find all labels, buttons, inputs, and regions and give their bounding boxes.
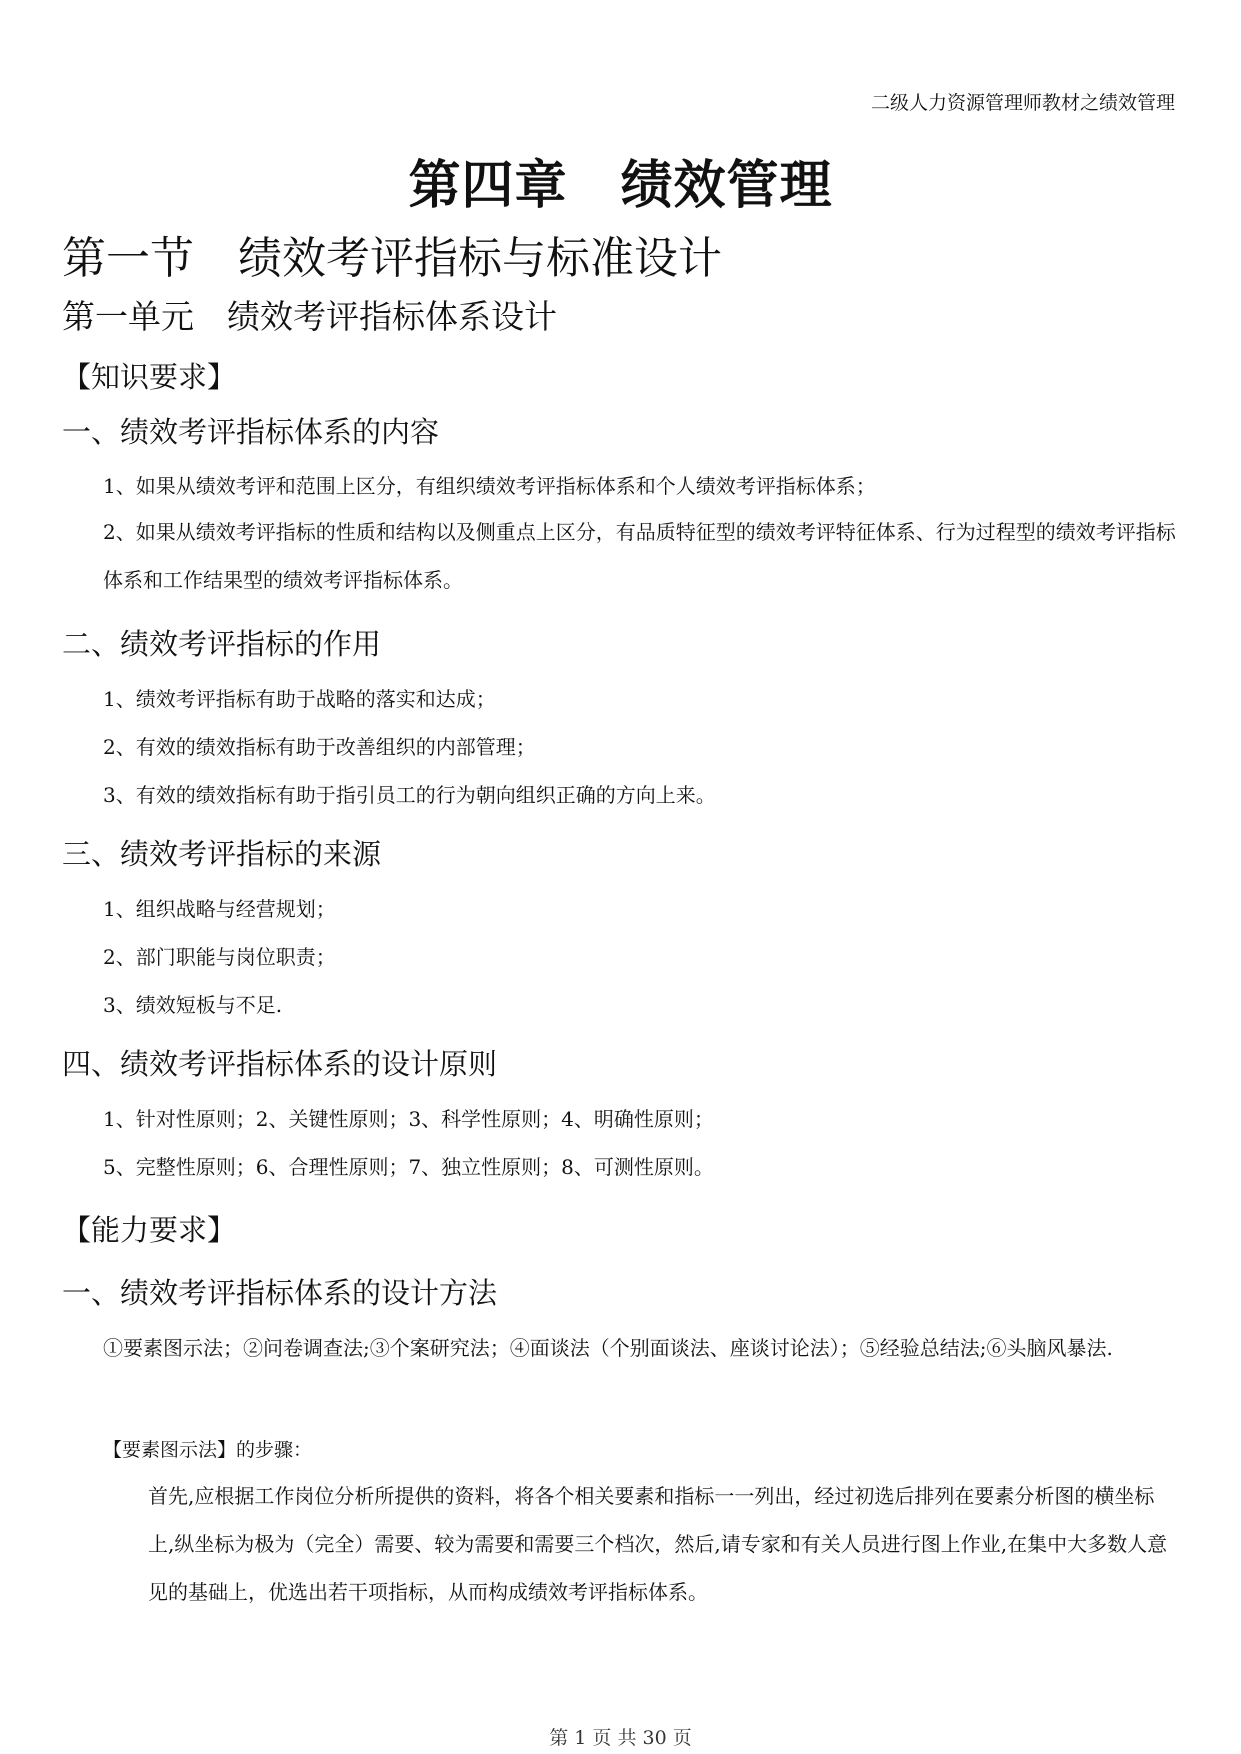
list-item: 1、如果从绩效考评和范围上区分，有组织绩效考评指标体系和个人绩效考评指标体系； <box>103 474 876 498</box>
heading-indicator-sources: 三、绩效考评指标的来源 <box>62 837 382 871</box>
heading-indicator-functions: 二、绩效考评指标的作用 <box>62 627 382 661</box>
steps-paragraph: 首先,应根据工作岗位分析所提供的资料，将各个相关要素和指标一一列出，经过初选后排列在要素分析图的横坐标上,纵坐标为极为（完全）需要、较为需要和需要三个档次，然后,请专家和有关人员进行图上作业,在集中大多数人意见的基础上，优选出若干项指标，从而构成绩效考评指标体系。 <box>148 1484 1168 1604</box>
chapter-title: 第四章 绩效管理 <box>408 156 833 216</box>
running-header: 二级人力资源管理师教材之绩效管理 <box>870 92 1175 114</box>
unit-title: 第一单元 绩效考评指标体系设计 <box>62 297 557 336</box>
heading-design-principles: 四、绩效考评指标体系的设计原则 <box>62 1047 498 1081</box>
list-item: 1、组织战略与经营规划； <box>103 897 336 921</box>
methods-paragraph: ①要素图示法；②问卷调查法;③个案研究法；④面谈法（个别面谈法、座谈讨论法）；⑤经验总结法;⑥头脑风暴法. <box>103 1336 1113 1360</box>
list-item: 1、绩效考评指标有助于战略的落实和达成； <box>103 687 496 711</box>
list-item: 3、绩效短板与不足. <box>103 993 283 1017</box>
section-title: 第一节 绩效考评指标与标准设计 <box>62 233 722 284</box>
list-item: 3、有效的绩效指标有助于指引员工的行为朝向组织正确的方向上来。 <box>103 783 716 807</box>
list-item: 1、针对性原则；2、关键性原则；3、科学性原则；4、明确性原则； <box>103 1107 714 1131</box>
heading-design-methods: 一、绩效考评指标体系的设计方法 <box>62 1276 498 1310</box>
list-item: 2、部门职能与岗位职责； <box>103 945 336 969</box>
steps-title: 【要素图示法】的步骤： <box>103 1439 313 1461</box>
knowledge-requirements-label: 【知识要求】 <box>62 360 237 394</box>
list-item: 2、如果从绩效考评指标的性质和结构以及侧重点上区分，有品质特征型的绩效考评特征体系、行为过程型的绩效考评指标体系和工作结果型的绩效考评指标体系。 <box>103 520 1176 592</box>
heading-indicator-system-content: 一、绩效考评指标体系的内容 <box>62 415 440 449</box>
page-footer: 第 1 页 共 30 页 <box>549 1727 692 1749</box>
list-item: 2、有效的绩效指标有助于改善组织的内部管理； <box>103 735 536 759</box>
list-item: 5、完整性原则；6、合理性原则；7、独立性原则；8、可测性原则。 <box>103 1155 714 1179</box>
ability-requirements-label: 【能力要求】 <box>62 1213 237 1247</box>
